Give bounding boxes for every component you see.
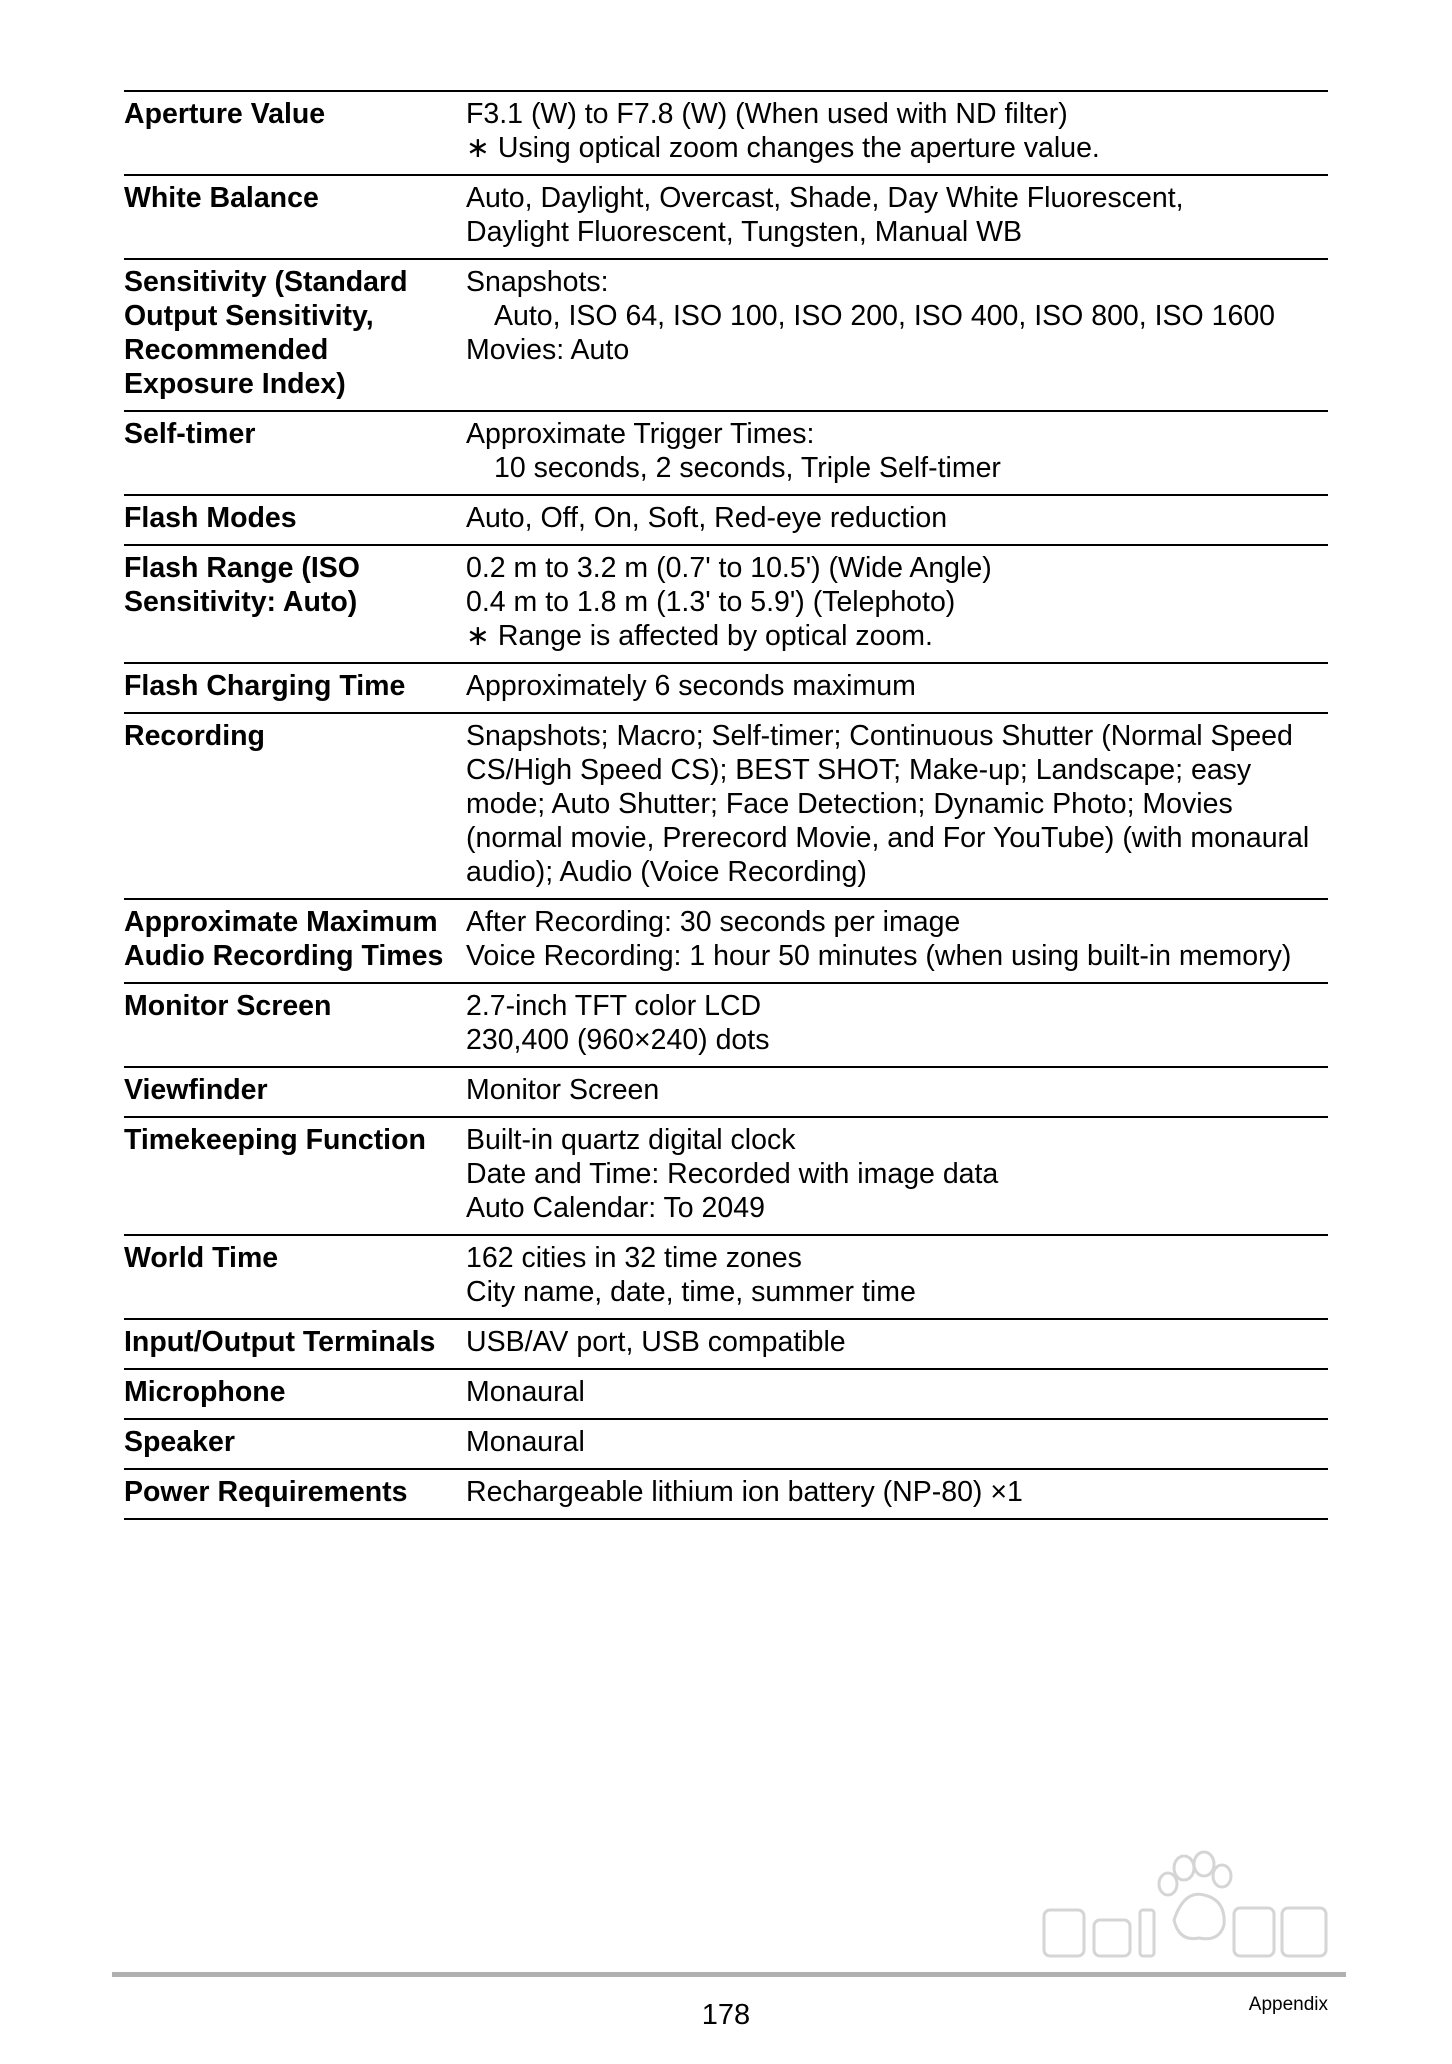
spec-value-line: F3.1 (W) to F7.8 (W) (When used with ND filter)	[466, 98, 1068, 130]
spec-value	[466, 495, 1328, 545]
spec-value-line: City name, date, time, summer time	[466, 1276, 916, 1308]
spec-value-line: Monitor Screen	[466, 1074, 660, 1106]
spec-value-line: Snapshots; Macro; Self-timer; Continuous Shutter (Normal Speed CS/High Speed CS); BEST SHOT; Make-up; Landscape; easy mode; Auto Shutter; Face Detection; Dynamic Photo; Movies (normal movie, Prerecord Movie, and For YouTube) (with monaural audio); Audio (Voice Recording)	[466, 720, 1318, 888]
spec-row	[124, 983, 1328, 1067]
spec-label: Aperture Value	[124, 91, 466, 175]
spec-value-line: 10 seconds, 2 seconds, Triple Self-timer	[494, 452, 1001, 484]
spec-value-line: 2.7-inch TFT color LCD	[466, 990, 762, 1022]
spec-table	[124, 90, 1328, 1520]
spec-row	[124, 663, 1328, 713]
spec-value-line: 0.4 m to 1.8 m (1.3' to 5.9') (Telephoto)	[466, 586, 956, 618]
spec-row	[124, 1419, 1328, 1469]
spec-value-line: USB/AV port, USB compatible	[466, 1326, 846, 1358]
spec-value	[466, 1067, 1328, 1117]
spec-value-line: Voice Recording: 1 hour 50 minutes (when using built-in memory)	[466, 940, 1292, 972]
spec-value-line: Date and Time: Recorded with image data	[466, 1158, 999, 1190]
spec-row	[124, 1469, 1328, 1519]
spec-value	[466, 713, 1328, 899]
spec-row	[124, 713, 1328, 899]
spec-value-line: Movies: Auto	[466, 334, 630, 366]
spec-note: ∗ Range is affected by optical zoom.	[466, 619, 1328, 653]
spec-label: Flash Range (ISO Sensitivity: Auto)	[124, 545, 466, 663]
spec-row	[124, 91, 1328, 175]
spec-value	[466, 411, 1328, 495]
spec-row	[124, 1117, 1328, 1235]
spec-label: Microphone	[124, 1369, 466, 1419]
spec-value	[466, 91, 1328, 175]
spec-value	[466, 899, 1328, 983]
spec-label: Monitor Screen	[124, 983, 466, 1067]
spec-value	[466, 983, 1328, 1067]
spec-value	[466, 1117, 1328, 1235]
section-name: Appendix	[1248, 1994, 1328, 2015]
spec-value-line: Built-in quartz digital clock	[466, 1124, 796, 1156]
spec-label: Speaker	[124, 1419, 466, 1469]
spec-value	[466, 1419, 1328, 1469]
footer-rule	[112, 1972, 1346, 1977]
spec-value-line: Auto, Daylight, Overcast, Shade, Day White Fluorescent,	[466, 182, 1184, 214]
spec-row	[124, 411, 1328, 495]
spec-value-line: 0.2 m to 3.2 m (0.7' to 10.5') (Wide Angle)	[466, 552, 992, 584]
spec-value-line: 162 cities in 32 time zones	[466, 1242, 802, 1274]
spec-value	[466, 1469, 1328, 1519]
spec-value	[466, 663, 1328, 713]
spec-label: Flash Charging Time	[124, 663, 466, 713]
page-number: 178	[701, 1999, 751, 2031]
spec-value-line: Monaural	[466, 1376, 585, 1408]
spec-value-line: Daylight Fluorescent, Tungsten, Manual WB	[466, 216, 1023, 248]
spec-label: Viewfinder	[124, 1067, 466, 1117]
spec-value	[466, 175, 1328, 259]
spec-value-line: Auto, ISO 64, ISO 100, ISO 200, ISO 400, ISO 800, ISO 1600	[494, 300, 1276, 332]
watermark-logo	[1034, 1850, 1334, 1970]
spec-value-line: Auto Calendar: To 2049	[466, 1192, 765, 1224]
spec-row	[124, 175, 1328, 259]
spec-label: Input/Output Terminals	[124, 1319, 466, 1369]
spec-label: Self-timer	[124, 411, 466, 495]
spec-label: Timekeeping Function	[124, 1117, 466, 1235]
spec-value-line: Snapshots:	[466, 266, 609, 298]
spec-value-line: 230,400 (960×240) dots	[466, 1024, 770, 1056]
spec-label: Power Requirements	[124, 1469, 466, 1519]
spec-value	[466, 545, 1328, 663]
spec-value	[466, 1319, 1328, 1369]
spec-value	[466, 1235, 1328, 1319]
spec-row	[124, 1067, 1328, 1117]
spec-value-line: Auto, Off, On, Soft, Red-eye reduction	[466, 502, 948, 534]
spec-row	[124, 545, 1328, 663]
spec-value-line: Rechargeable lithium ion battery (NP-80) ×1	[466, 1476, 1023, 1508]
spec-value-line: Approximately 6 seconds maximum	[466, 670, 916, 702]
spec-value-line: After Recording: 30 seconds per image	[466, 906, 961, 938]
spec-value-line: Approximate Trigger Times:	[466, 418, 815, 450]
spec-row	[124, 1369, 1328, 1419]
spec-label: White Balance	[124, 175, 466, 259]
spec-label: World Time	[124, 1235, 466, 1319]
spec-row	[124, 259, 1328, 411]
spec-label: Recording	[124, 713, 466, 899]
spec-note: ∗ Using optical zoom changes the aperture value.	[466, 131, 1328, 165]
spec-label: Approximate Maximum Audio Recording Times	[124, 899, 466, 983]
spec-row	[124, 495, 1328, 545]
spec-label: Sensitivity (Standard Output Sensitivity, Recommended Exposure Index)	[124, 259, 466, 411]
spec-row	[124, 899, 1328, 983]
spec-row	[124, 1319, 1328, 1369]
spec-value	[466, 1369, 1328, 1419]
spec-table-body	[124, 91, 1328, 1519]
spec-value-line: Monaural	[466, 1426, 585, 1458]
spec-label: Flash Modes	[124, 495, 466, 545]
spec-row	[124, 1235, 1328, 1319]
spec-value	[466, 259, 1328, 411]
